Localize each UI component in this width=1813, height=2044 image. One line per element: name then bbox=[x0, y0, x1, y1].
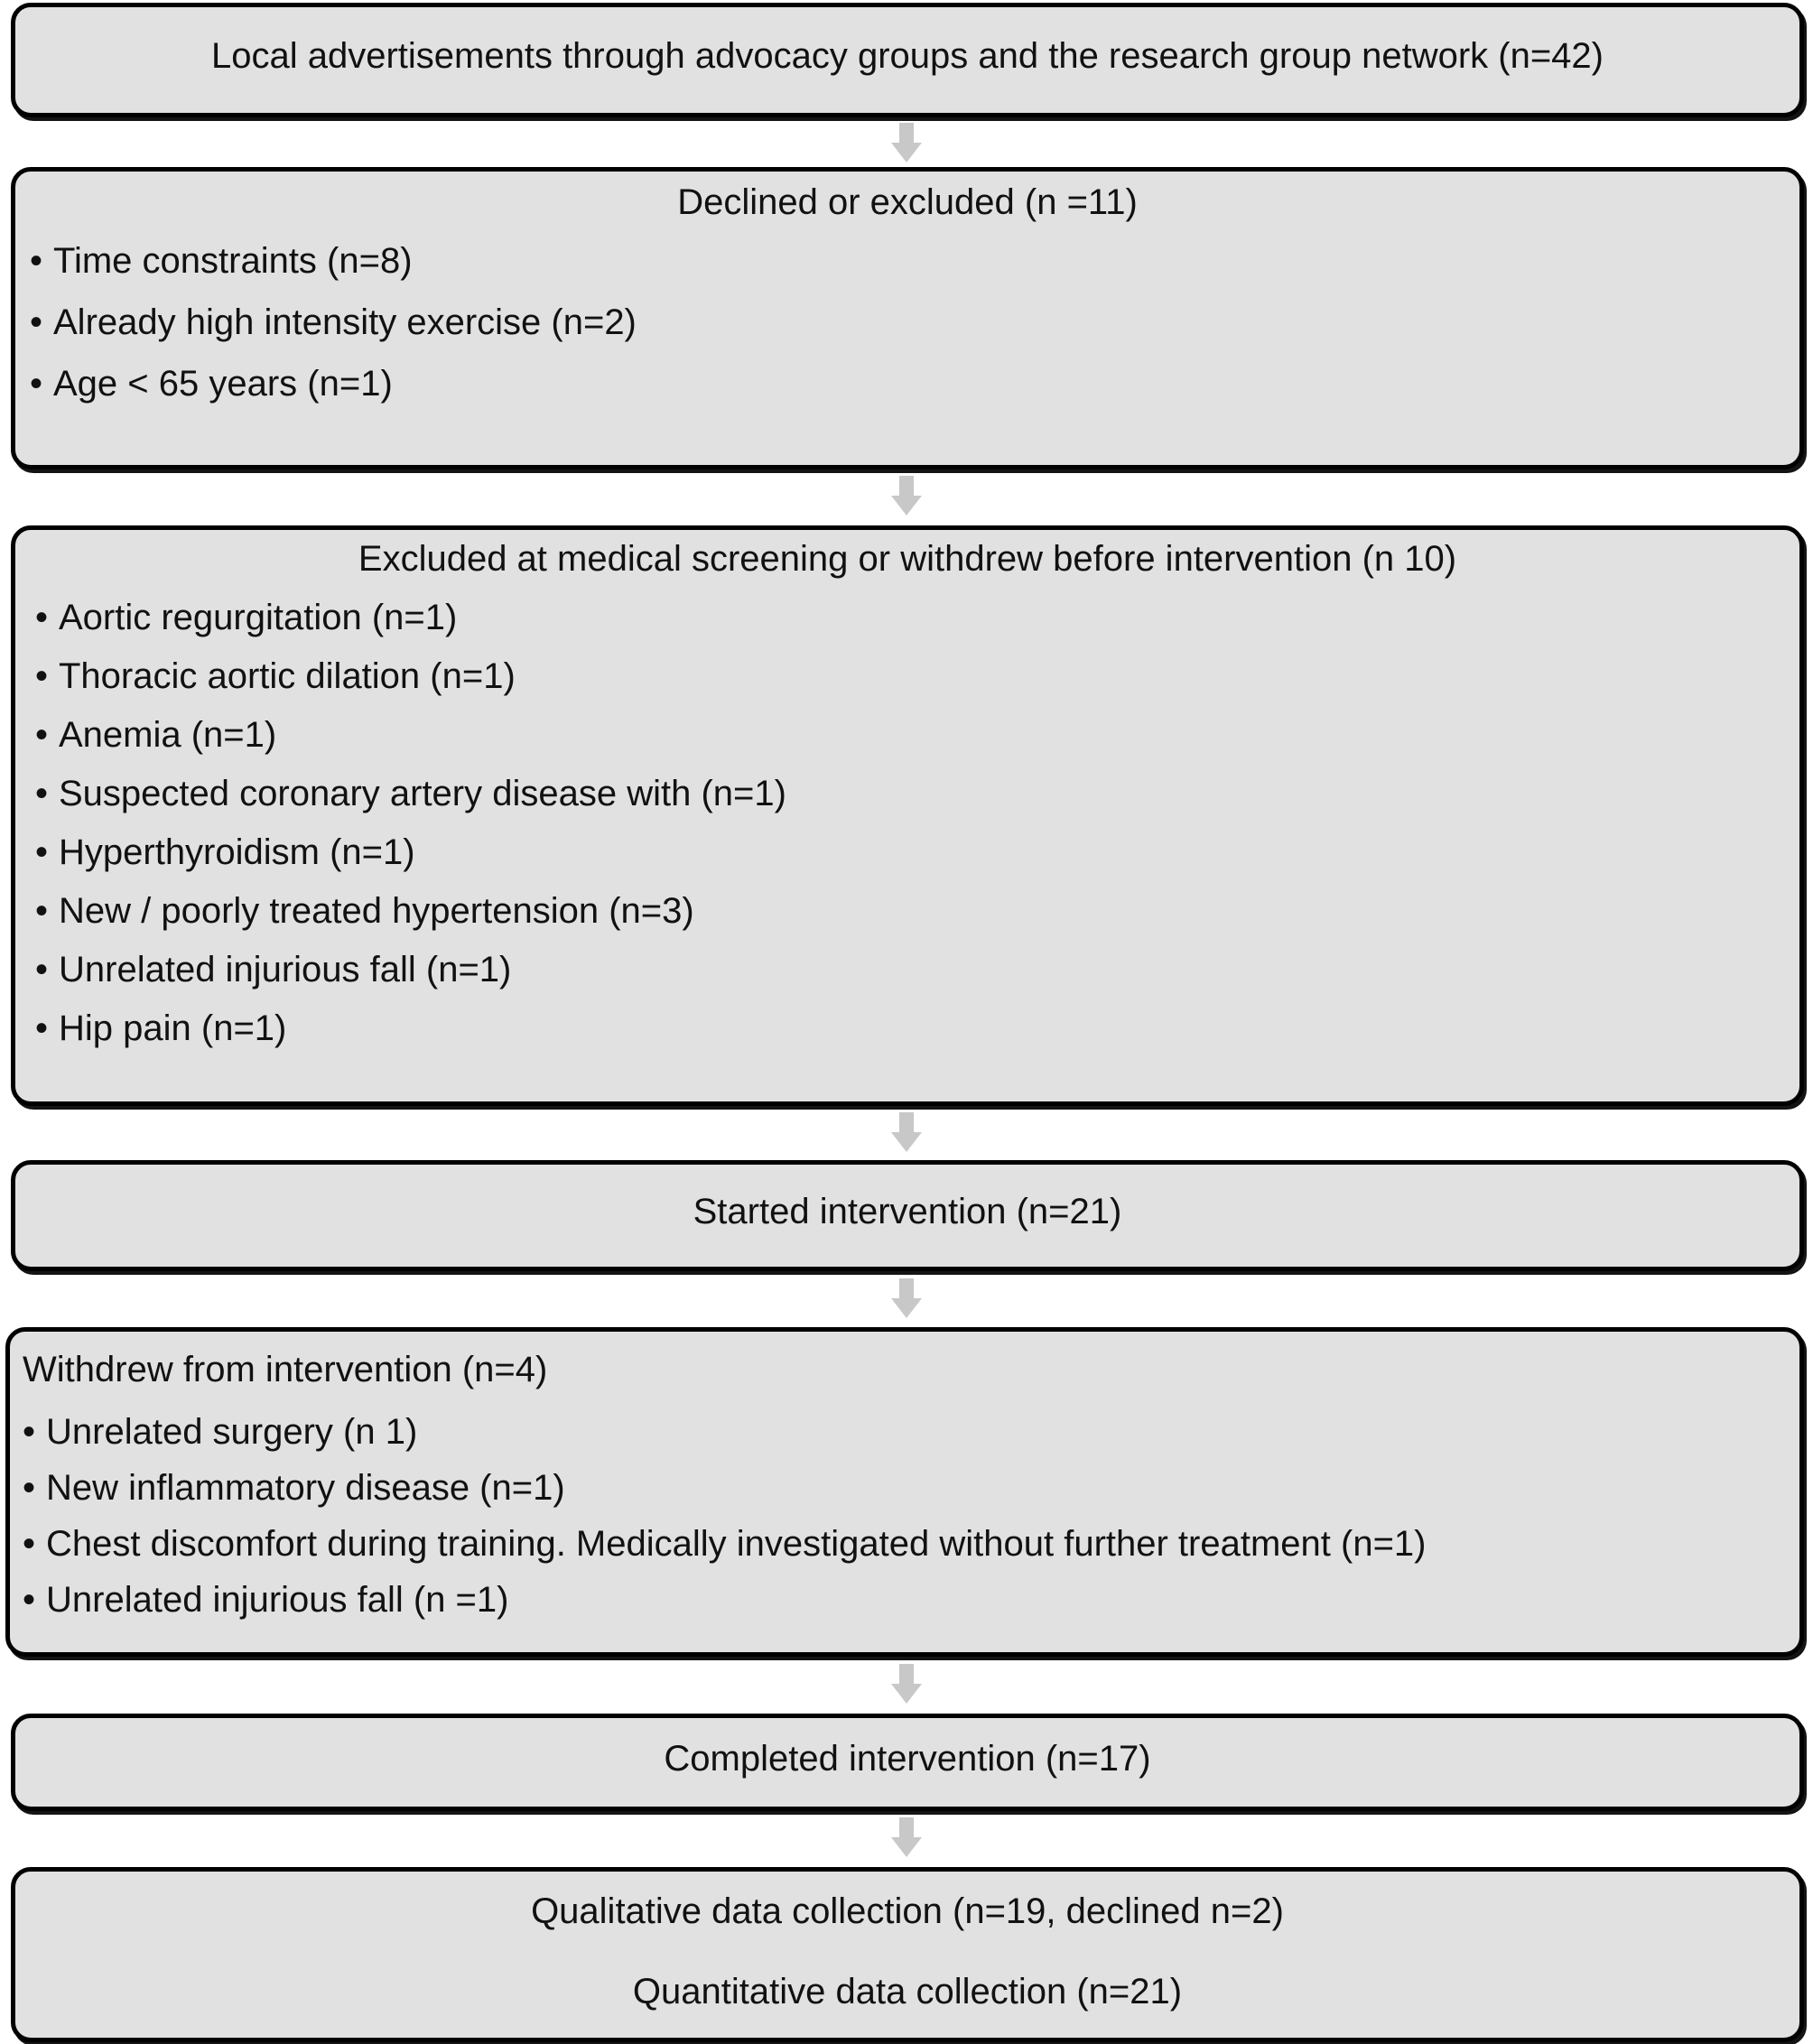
down-arrow-icon bbox=[891, 1112, 922, 1152]
withdrew-title: Withdrew from intervention (n=4) bbox=[23, 1350, 548, 1389]
list-item: • Thoracic aortic dilation (n=1) bbox=[35, 658, 1799, 694]
flow-node-started-intervention bbox=[11, 1160, 1804, 1271]
list-item: • New inflammatory disease (n=1) bbox=[23, 1470, 1799, 1506]
arrow-head bbox=[891, 1837, 922, 1857]
list-item: • Hip pain (n=1) bbox=[35, 1010, 1799, 1046]
list-item: • Age < 65 years (n=1) bbox=[30, 366, 1799, 402]
declined-bullet-list bbox=[30, 240, 1799, 404]
down-arrow-icon bbox=[891, 1817, 922, 1857]
arrow-shaft bbox=[899, 123, 914, 144]
down-arrow-icon bbox=[891, 1664, 922, 1704]
arrow-shaft bbox=[899, 1664, 914, 1686]
list-item: • Unrelated surgery (n 1) bbox=[23, 1414, 1799, 1450]
declined-title: Declined or excluded (n =11) bbox=[677, 182, 1138, 222]
list-item: • Already high intensity exercise (n=2) bbox=[30, 304, 1799, 340]
medical-screening-title: Excluded at medical screening or withdrew before intervention (n 10) bbox=[358, 539, 1457, 579]
list-item: • Time constraints (n=8) bbox=[30, 243, 1799, 279]
recruitment-title: Local advertisements through advocacy groups and the research group network (n=42) bbox=[210, 36, 1604, 76]
list-item: • Chest discomfort during training. Medically investigated without further treatment (n=1) bbox=[23, 1526, 1799, 1562]
flow-node-declined bbox=[11, 167, 1804, 469]
list-item: • Anemia (n=1) bbox=[35, 717, 1799, 753]
flow-node-withdrew bbox=[5, 1327, 1804, 1657]
down-arrow-icon bbox=[891, 123, 922, 163]
arrow-shaft bbox=[899, 1817, 914, 1839]
list-item: • Suspected coronary artery disease with (n=1) bbox=[35, 776, 1799, 812]
arrow-head bbox=[891, 496, 922, 516]
flow-node-data-collection bbox=[11, 1867, 1804, 2042]
arrow-head bbox=[891, 1684, 922, 1704]
list-item: • Unrelated injurious fall (n=1) bbox=[35, 952, 1799, 988]
arrow-shaft bbox=[899, 1278, 914, 1300]
list-item: • Unrelated injurious fall (n =1) bbox=[23, 1582, 1799, 1618]
flow-node-medical-screening bbox=[11, 525, 1804, 1106]
flow-node-completed-intervention bbox=[11, 1714, 1804, 1811]
arrow-shaft bbox=[899, 476, 914, 497]
quantitative-data-collection-text: Quantitative data collection (n=21) bbox=[632, 1971, 1183, 2011]
qualitative-data-collection-text: Qualitative data collection (n=19, declined n=2) bbox=[531, 1891, 1284, 1931]
down-arrow-icon bbox=[891, 476, 922, 516]
arrow-shaft bbox=[899, 1112, 914, 1134]
withdrew-bullet-list bbox=[23, 1411, 1799, 1620]
list-item: • Hyperthyroidism (n=1) bbox=[35, 834, 1799, 870]
arrow-head bbox=[891, 1298, 922, 1318]
arrow-head bbox=[891, 1132, 922, 1152]
arrow-head bbox=[891, 143, 922, 163]
medical-screening-bullet-list bbox=[35, 599, 1799, 1046]
list-item: • Aortic regurgitation (n=1) bbox=[35, 599, 1799, 636]
started-intervention-title: Started intervention (n=21) bbox=[693, 1192, 1122, 1231]
completed-intervention-title: Completed intervention (n=17) bbox=[664, 1739, 1151, 1779]
down-arrow-icon bbox=[891, 1278, 922, 1318]
flow-node-recruitment bbox=[11, 3, 1804, 117]
list-item: • New / poorly treated hypertension (n=3) bbox=[35, 893, 1799, 929]
